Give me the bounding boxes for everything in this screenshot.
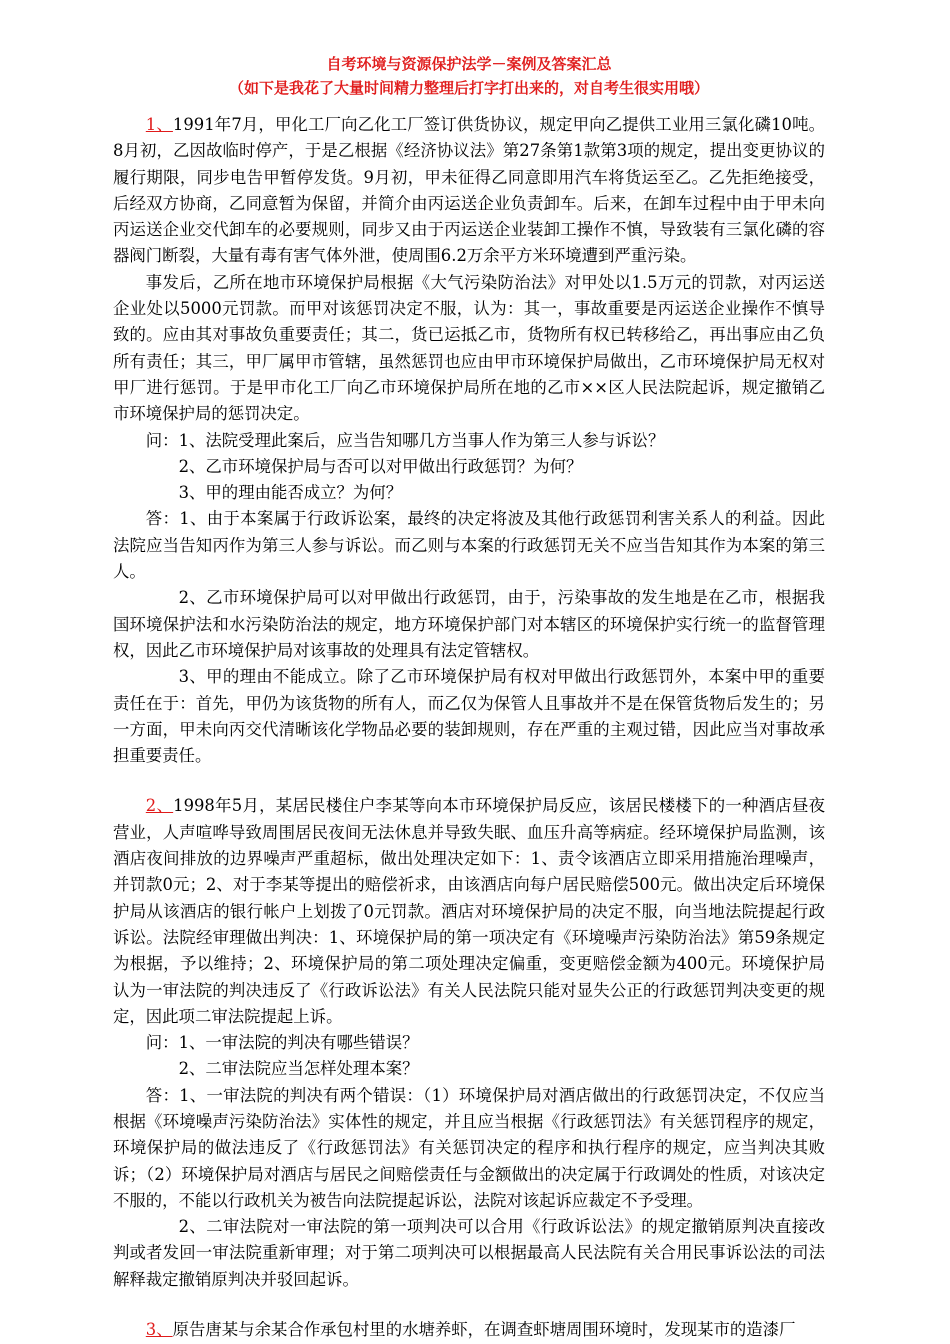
case-1 (113, 112, 825, 769)
case-2-question-1: 问：1、一审法院的判决有哪些错误？ (145, 1033, 419, 1053)
case-2-answer-2: 2、二审法院对一审法院的第一项判决可以合用《行政诉讼法》的规定撤销原判决直接改判或者发回一审法院重新审理；对于第二项判决可以根据最高人民法院有关合用民事诉讼法的司法解释裁定撤销原判决并驳回起诉。 (113, 1217, 825, 1289)
case-2 (113, 793, 825, 1293)
case-3-text: 原告唐某与余某合作承包村里的水塘养虾，在调查虾塘周围环境时，发现某市的造漆厂 (172, 1320, 796, 1340)
document-title: 自考环境与资源保护法学－案例及答案汇总 (326, 55, 612, 73)
case-1-text: 1991年7月，甲化工厂向乙化工厂签订供货协议，规定甲向乙提供工业用三氯化磷10吨。8月初，乙因故临时停产，于是乙根据《经济协议法》第27条第1款第3项的规定，提出变更协议的履行期限，同步电告甲暂停发货。9月初，甲未征得乙同意即用汽车将货运至乙。乙先拒绝接受，后经双方协商，乙同意暂为保留，并简介由丙运送企业负责卸车。后来，在卸车过程中由于甲未向丙运送企业交代卸车的必要规则，同步又由于丙运送企业装卸工操作不慎，导致装有三氯化磷的容器阀门断裂，大量有毒有害气体外泄，使周围6.2万余平方米环境遭到严重污染。 (113, 115, 825, 266)
spacer (113, 1293, 825, 1317)
case-3 (113, 1317, 825, 1343)
case-3-number: 3、 (145, 1320, 173, 1340)
document-page (113, 52, 825, 1343)
case-1-number: 1、 (145, 115, 173, 134)
document-subtitle: （如下是我花了大量时间精力整理后打字打出来的，对自考生很实用哦） (228, 79, 709, 97)
case-2-number: 2、 (145, 796, 174, 816)
case-1-paragraph-2: 事发后，乙所在地市环境保护局根据《大气污染防治法》对甲处以1.5万元的罚款，对丙运送企业处以5000元罚款。而甲对该惩罚决定不服，认为：其一，事故重要是丙运送企业操作不慎导致的。应由其对事故负重要责任；其二，货已运抵乙市，货物所有权已转移给乙，再出事应由乙负所有责任；其三，甲厂属甲市管辖，虽然惩罚也应由甲市环境保护局做出，乙市环境保护局无权对甲厂进行惩罚。于是甲市化工厂向乙市环境保护局所在地的乙市××区人民法院起诉，规定撤销乙市环境保护局的惩罚决定。 (113, 272, 825, 424)
case-1-question-3: 3、甲的理由能否成立？为何？ (178, 483, 403, 503)
case-2-text: 1998年5月，某居民楼住户李某等向本市环境保护局反应，该居民楼楼下的一种酒店昼夜营业，人声喧哗导致周围居民夜间无法休息并导致失眠、血压升高等病症。经环境保护局监测，该酒店夜间排放的边界噪声严重超标，做出处理决定如下：1、责令该酒店立即采用措施治理噪声，并罚款0元；2、对于李某等提出的赔偿祈求，由该酒店向每户居民赔偿500元。做出决定后环境保护局从该酒店的银行帐户上划拨了0元罚款。酒店对环境保护局的决定不服，向当地法院提起行政诉讼。法院经审理做出判决：1、环境保护局的第一项决定有《环境噪声污染防治法》第59条规定为根据，予以维持；2、环境保护局的第二项处理决定偏重，变更赔偿金额为400元。环境保护局认为一审法院的判决违反了《行政诉讼法》有关人民法院只能对显失公正的行政惩罚判决变更的规定，因此项二审法院提起上诉。 (113, 796, 825, 1026)
case-1-answer-3: 3、甲的理由不能成立。除了乙市环境保护局有权对甲做出行政惩罚外，本案中甲的重要责任在于：首先，甲仍为该货物的所有人，而乙仅为保管人且事故并不是在保管货物后发生的；另一方面，甲未向丙交代清晰该化学物品必要的装卸规则，存在严重的主观过错，因此应当对事故承担重要责任。 (113, 667, 825, 766)
case-2-answer-1: 答：1、一审法院的判决有两个错误：（1）环境保护局对酒店做出的行政惩罚决定，不仅应当根据《环境噪声污染防治法》实体性的规定，并且应当根据《行政惩罚法》有关惩罚程序的规定，环境保护局的做法违反了《行政惩罚法》有关惩罚决定的程序和执行程序的规定，应当判决其败诉；（2）环境保护局对酒店与居民之间赔偿责任与金额做出的决定属于行政调处的性质，对该决定不服的，不能以行政机关为被告向法院提起诉讼，法院对该起诉应裁定不予受理。 (113, 1085, 825, 1210)
case-1-answer-1: 答：1、由于本案属于行政诉讼案，最终的决定将波及其他行政惩罚利害关系人的利益。因此法院应当告知丙作为第三人参与诉讼。而乙则与本案的行政惩罚无关不应当告知其作为本案的第三人。 (113, 509, 825, 582)
case-1-question-2: 2、乙市环境保护局与否可以对甲做出行政惩罚？为何？ (178, 456, 583, 476)
case-2-facts (113, 793, 825, 1030)
case-1-answer-2: 2、乙市环境保护局可以对甲做出行政惩罚，由于，污染事故的发生地是在乙市，根据我国环境保护法和水污染防治法的规定，地方环境保护部门对本辖区的环境保护实行统一的监督管理权，因此乙市环境保护局对该事故的处理具有法定管辖权。 (113, 588, 825, 660)
case-1-question-1: 问：1、法院受理此案后，应当告知哪几方当事人作为第三人参与诉讼？ (145, 430, 665, 450)
spacer (113, 769, 825, 793)
case-3-facts (113, 1317, 825, 1343)
case-1-facts (113, 112, 825, 270)
case-2-question-2: 2、二审法院应当怎样处理本案？ (178, 1059, 419, 1079)
